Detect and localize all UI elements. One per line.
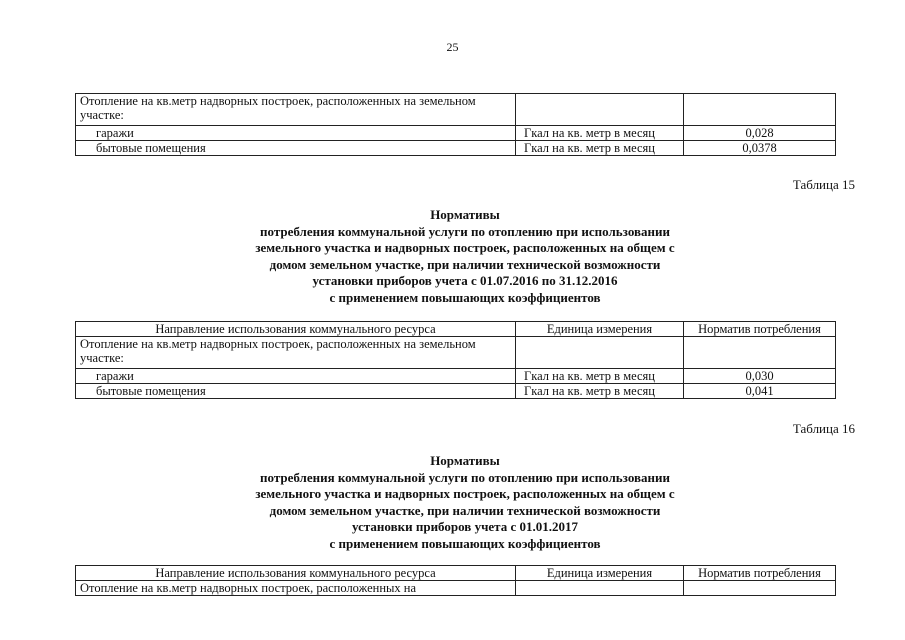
heading-line: установки приборов учета с 01.01.2017 xyxy=(352,519,578,534)
table-row xyxy=(76,337,836,369)
heading-line: с применением повышающих коэффициентов xyxy=(329,535,601,551)
table-16 xyxy=(75,565,836,596)
row-unit xyxy=(516,337,684,369)
heading-line: земельного участка и надворных построек, расположенных на общем с xyxy=(255,240,675,255)
table-row xyxy=(76,94,836,126)
table-header-row xyxy=(76,322,836,337)
column-header: Норматив потребления xyxy=(684,322,836,337)
row-value: 0,028 xyxy=(684,126,836,141)
row-unit: Гкал на кв. метр в месяц xyxy=(516,384,684,399)
row-label: гаражи xyxy=(76,126,516,141)
heading-line: потребления коммунальной услуги по отоплению при использовании xyxy=(260,469,670,485)
row-unit xyxy=(516,94,684,126)
row-value: 0,0378 xyxy=(684,141,836,156)
row-label: бытовые помещения xyxy=(76,384,516,399)
heading-line: Нормативы xyxy=(430,453,500,468)
heading-line: с применением повышающих коэффициентов xyxy=(329,289,601,305)
heading-line: установки приборов учета с 01.07.2016 по 31.12.2016 xyxy=(312,273,618,288)
heading-line: домом земельном участке, при наличии технической возможности xyxy=(269,502,661,518)
table-16-label: Таблица 16 xyxy=(792,421,855,436)
column-header: Направление использования коммунального ресурса xyxy=(76,566,516,581)
table-14-continuation xyxy=(75,93,836,156)
row-value xyxy=(684,94,836,126)
row-unit: Гкал на кв. метр в месяц xyxy=(516,369,684,384)
table-row xyxy=(76,126,836,141)
table-header-row xyxy=(76,566,836,581)
row-label: Отопление на кв.метр надворных построек, расположенных на xyxy=(76,581,516,596)
row-unit: Гкал на кв. метр в месяц xyxy=(516,126,684,141)
row-label: гаражи xyxy=(76,369,516,384)
heading-line: Нормативы xyxy=(430,207,500,222)
table-row xyxy=(76,384,836,399)
table-15 xyxy=(75,321,836,399)
row-value: 0,030 xyxy=(684,369,836,384)
table-15-label: Таблица 15 xyxy=(792,177,855,192)
column-header: Единица измерения xyxy=(516,566,684,581)
row-label: бытовые помещения xyxy=(76,141,516,156)
heading-line: домом земельном участке, при наличии технической возможности xyxy=(269,256,661,272)
column-header: Норматив потребления xyxy=(684,566,836,581)
heading-line: потребления коммунальной услуги по отоплению при использовании xyxy=(260,223,670,239)
table-15-heading xyxy=(0,207,905,306)
column-header: Направление использования коммунального ресурса xyxy=(76,322,516,337)
table-16-heading xyxy=(0,453,905,552)
table-row xyxy=(76,141,836,156)
row-label: Отопление на кв.метр надворных построек, расположенных на земельном участке: xyxy=(76,337,516,369)
row-unit xyxy=(516,581,684,596)
page-number: 25 xyxy=(446,40,459,54)
column-header: Единица измерения xyxy=(516,322,684,337)
table-row xyxy=(76,581,836,596)
row-label: Отопление на кв.метр надворных построек, расположенных на земельном участке: xyxy=(76,94,516,126)
table-row xyxy=(76,369,836,384)
row-value xyxy=(684,581,836,596)
row-value xyxy=(684,337,836,369)
heading-line: земельного участка и надворных построек, расположенных на общем с xyxy=(255,486,675,501)
row-unit: Гкал на кв. метр в месяц xyxy=(516,141,684,156)
row-value: 0,041 xyxy=(684,384,836,399)
